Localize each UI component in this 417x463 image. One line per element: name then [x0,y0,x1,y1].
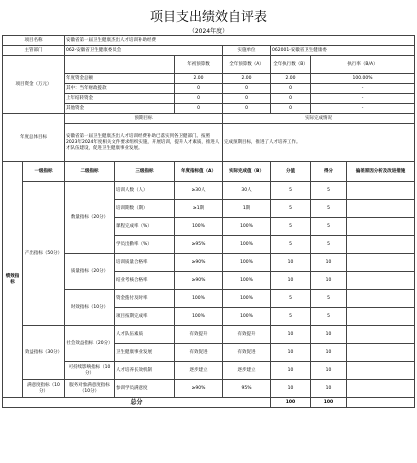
target-value: ≥90% [175,254,223,272]
impl-label: 实施单位 [223,46,271,56]
funds-header-1: 全年预算数（A） [223,56,271,74]
target-value: ≥90% [175,272,223,290]
eval-table [2,35,415,408]
indicator-header: 分值 [271,162,311,182]
funds-cell: 0 [271,84,311,94]
total-got: 100 [311,398,347,408]
deviation-note [347,308,415,326]
level2-indicator: 质量指标（20分） [65,254,115,290]
score-weight: 5 [271,290,311,308]
funds-cell: - [311,94,415,104]
funds-cell: - [311,84,415,94]
target-value: 逐步建立 [175,362,223,380]
actual-value: 有效提升 [223,326,271,344]
score-got: 10 [311,344,347,362]
impl-value: 062001-安徽省卫生健康委 [271,46,415,56]
level3-indicator: 培训质量合格率 [115,254,175,272]
funds-cell: 0 [175,84,223,94]
target-value: 有效促进 [175,344,223,362]
score-weight: 5 [271,182,311,200]
score-weight: 5 [271,218,311,236]
funds-row [3,84,415,94]
deviation-note [347,200,415,218]
funds-row [3,104,415,114]
actual-value: 100% [223,308,271,326]
funds-header-3: 执行率（B/A） [311,56,415,74]
actual-value: 30人 [223,182,271,200]
total-row [3,398,415,408]
level1-indicator: 效益指标（30分） [23,326,65,380]
level3-indicator: 结业考核合格率 [115,272,175,290]
funds-cell: 0 [223,94,271,104]
level3-indicator: 卫生健康事业发展 [115,344,175,362]
actual-value: 有效促进 [223,344,271,362]
funds-header-row [3,56,415,74]
page-title: 项目支出绩效自评表 [149,10,267,25]
indicator-row [3,326,415,344]
deviation-note [347,236,415,254]
funds-row-label: 年度资金总额 [65,74,175,84]
indicator-row [3,362,415,380]
deviation-note [347,218,415,236]
actual-value: 100% [223,254,271,272]
score-weight: 10 [271,272,311,290]
actual-value: 100% [223,272,271,290]
perf-label: 绩效指标 [3,162,23,398]
score-weight: 5 [271,308,311,326]
goal-label: 年度总体目标 [3,114,65,162]
actual-value: 100% [223,236,271,254]
target-value: 有效提升 [175,326,223,344]
total-score: 100 [271,398,311,408]
level3-indicator: 人才培养长效机制 [115,362,175,380]
indicator-header: 年度指标值（A） [175,162,223,182]
goal-actual: 完成预期目标，推进了人才培养工作。 [223,124,415,162]
goal-expected: 安徽省第一届卫生健康杰出人才培训经费补助已落实到各卫健部门。按照2023年2024年度相关文件要求组织实施，开展培训，提升人才素质，推进人才队伍建设，促进卫生健康事业发展。 [65,124,223,162]
target-value: 100% [175,308,223,326]
funds-row [3,74,415,84]
funds-label: 项目资金（万元） [3,56,65,114]
funds-row-label: 其他资金 [65,104,175,114]
funds-cell: 0 [175,94,223,104]
actual-value: 100% [223,218,271,236]
funds-row-label: 其中：当年财政拨款 [65,84,175,94]
funds-cell: 0 [223,104,271,114]
level3-indicator: 项目按期完成率 [115,308,175,326]
level3-indicator: 培训人数（人） [115,182,175,200]
target-value: 100% [175,218,223,236]
funds-cell: 2.00 [175,74,223,84]
score-got: 5 [311,290,347,308]
target-value: ≥1期 [175,200,223,218]
level3-indicator: 课程完成率（%） [115,218,175,236]
indicator-header: 二级指标 [65,162,115,182]
score-got: 10 [311,380,347,398]
deviation-note [347,362,415,380]
deviation-note [347,290,415,308]
score-got: 10 [311,272,347,290]
funds-header-0: 年初预算数 [175,56,223,74]
funds-cell: 2.00 [223,74,271,84]
indicator-header-row [3,162,415,182]
project-name-row [3,36,415,46]
indicator-header: 三级指标 [115,162,175,182]
indicator-row [3,290,415,308]
actual-value: 100% [223,290,271,308]
level2-indicator: 数量指标（20分） [65,182,115,254]
score-weight: 5 [271,236,311,254]
project-name-label: 项目名称 [3,36,65,46]
dept-row [3,46,415,56]
target-value: ≥30人 [175,182,223,200]
level1-indicator: 产出指标（50分） [23,182,65,326]
level1-indicator: 满意度指标（10分） [23,380,65,398]
score-weight: 10 [271,254,311,272]
deviation-note [347,326,415,344]
funds-cell: 100.00% [311,74,415,84]
score-got: 10 [311,326,347,344]
funds-row [3,94,415,104]
deviation-note [347,380,415,398]
score-got: 5 [311,182,347,200]
funds-row-label: 上年结转资金 [65,94,175,104]
funds-cell: 0 [271,94,311,104]
score-weight: 10 [271,362,311,380]
level2-indicator: 社会效益指标（20分） [65,326,115,362]
deviation-note [347,344,415,362]
indicator-row [3,182,415,200]
level3-indicator: 培训期数（期） [115,200,175,218]
indicator-header: 实际完成值（B） [223,162,271,182]
actual-value: 逐步建立 [223,362,271,380]
goal-actual-head: 实际完成情况 [223,114,415,124]
level2-indicator: 时效指标（10分） [65,290,115,326]
score-got: 5 [311,308,347,326]
indicator-header: 一级指标 [23,162,65,182]
deviation-note [347,272,415,290]
deviation-note [347,254,415,272]
goal-body-row [3,124,415,162]
score-weight: 5 [271,200,311,218]
score-got: 10 [311,254,347,272]
level3-indicator: 学员出勤率（%） [115,236,175,254]
goal-expected-head: 预期目标 [65,114,223,124]
level2-indicator: 可持续影响指标（10分） [65,362,115,380]
goal-head-row [3,114,415,124]
level2-indicator: 服务对象满意度指标（10分） [65,380,115,398]
indicator-header: 偏差原因分析及改进措施 [347,162,415,182]
year-subtitle: （2024年度） [188,28,229,35]
target-value: ≥90% [175,380,223,398]
score-got: 5 [311,236,347,254]
score-got: 5 [311,200,347,218]
indicator-row [3,380,415,398]
funds-cell: - [311,104,415,114]
dept-label: 主管部门 [3,46,65,56]
funds-header-2: 全年执行数（B） [271,56,311,74]
indicator-row [3,254,415,272]
funds-cell: 2.00 [271,74,311,84]
level3-indicator: 人才队伍素质 [115,326,175,344]
target-value: ≥95% [175,236,223,254]
actual-value: 1期 [223,200,271,218]
level3-indicator: 参训学员满意度 [115,380,175,398]
funds-header-blank [65,56,175,74]
project-name-value: 安徽省第一届卫生健康杰出人才培训补助经费 [65,36,415,46]
level3-indicator: 资金拨付及时率 [115,290,175,308]
target-value: 100% [175,290,223,308]
funds-cell: 0 [223,84,271,94]
funds-cell: 0 [175,104,223,114]
score-weight: 10 [271,326,311,344]
score-got: 10 [311,362,347,380]
score-weight: 10 [271,344,311,362]
total-label: 总分 [3,398,271,408]
actual-value: 95% [223,380,271,398]
score-weight: 10 [271,380,311,398]
indicator-header: 得分 [311,162,347,182]
total-note [347,398,415,408]
score-got: 5 [311,218,347,236]
deviation-note [347,182,415,200]
dept-value: 062-安徽省卫生健康委员会 [65,46,223,56]
funds-cell: 0 [271,104,311,114]
